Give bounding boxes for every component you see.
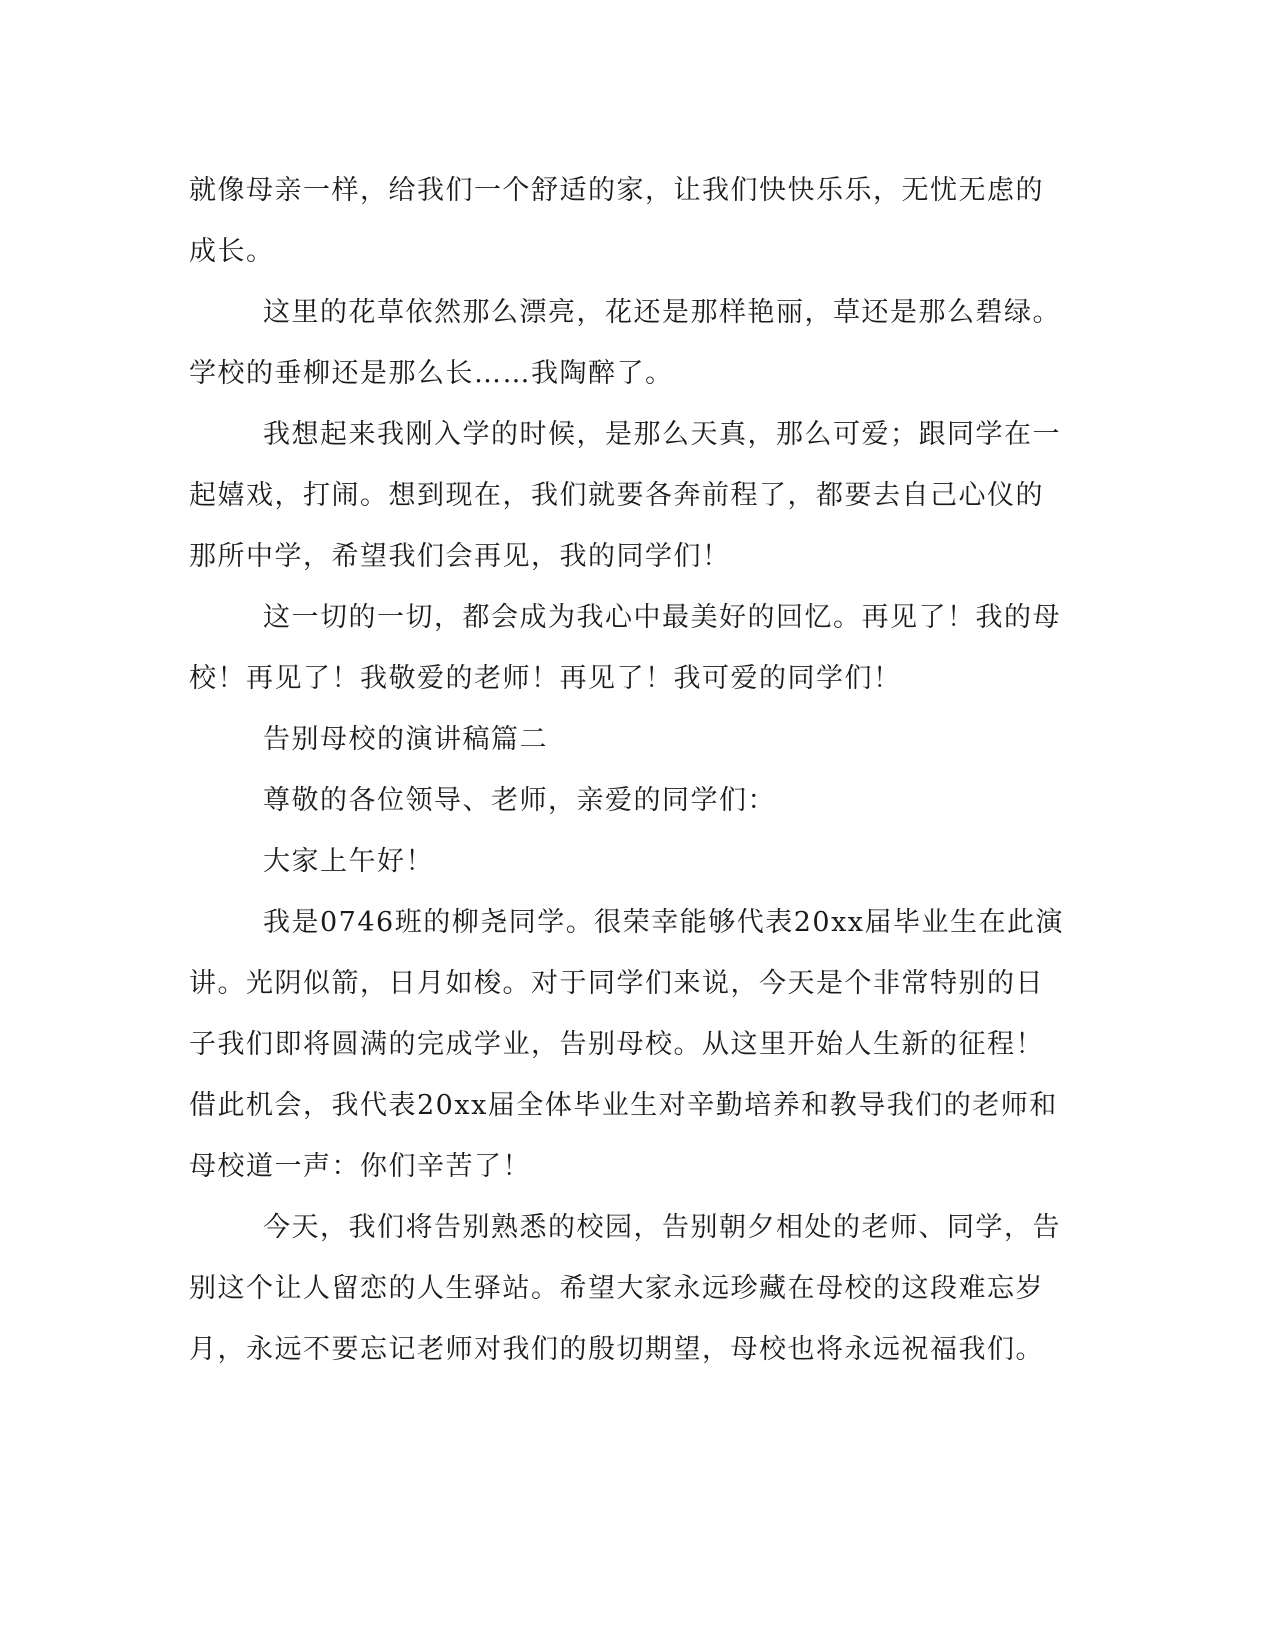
paragraph-2: 这里的花草依然那么漂亮，花还是那样艳丽，草还是那么碧绿。学校的垂柳还是那么长……我陶醉了。 — [189, 297, 1061, 389]
paragraph-1: 就像母亲一样，给我们一个舒适的家，让我们快快乐乐，无忧无虑的成长。 — [189, 175, 1044, 267]
paragraph-8: 我是0746班的柳尧同学。很荣幸能够代表20xx届毕业生在此演讲。光阴似箭，日月如梭。对于同学们来说，今天是个非常特别的日子我们即将圆满的完成学业，告别母校。从这里开始人生新的征程！借此机会，我代表20xx届全体毕业生对辛勤培养和教导我们的老师和母校道一声：你们辛苦了！ — [189, 907, 1065, 1182]
document-body — [189, 160, 1069, 1380]
paragraph-4: 这一切的一切，都会成为我心中最美好的回忆。再见了！我的母校！再见了！我敬爱的老师！再见了！我可爱的同学们！ — [189, 602, 1061, 694]
greeting: 大家上午好！ — [263, 846, 434, 877]
paragraph-9: 今天，我们将告别熟悉的校园，告别朝夕相处的老师、同学，告别这个让人留恋的人生驿站。希望大家永远珍藏在母校的这段难忘岁月，永远不要忘记老师对我们的殷切期望，母校也将永远祝福我们。 — [189, 1212, 1061, 1365]
salutation: 尊敬的各位领导、老师，亲爱的同学们： — [263, 785, 776, 816]
paragraph-3: 我想起来我刚入学的时候，是那么天真，那么可爱；跟同学在一起嬉戏，打闹。想到现在，我们就要各奔前程了，都要去自己心仪的那所中学，希望我们会再见，我的同学们！ — [189, 419, 1061, 572]
section-heading: 告别母校的演讲稿篇二 — [263, 724, 548, 755]
